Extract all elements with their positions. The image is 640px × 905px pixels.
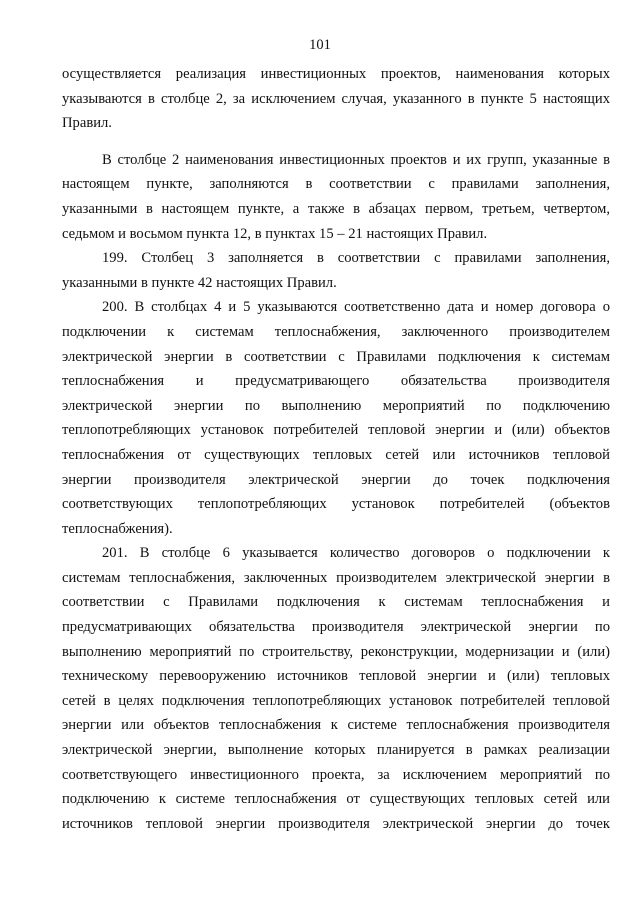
text-line: подключении к системам теплоснабжения, заключенного производителем xyxy=(62,323,610,340)
text-line: 201. В столбце 6 указывается количество договоров о подключении к xyxy=(102,545,610,562)
text-line: седьмом и восьмом пункта 12, в пунктах 15 – 21 настоящих Правил. xyxy=(62,225,488,242)
text-line: осуществляется реализация инвестиционных проектов, наименования которых xyxy=(62,66,610,82)
text-line: Правил. xyxy=(62,115,112,132)
text-line: электрической энергии в соответствии с Правилами подключения к системам xyxy=(62,348,610,365)
text-line: системам теплоснабжения, заключенных производителем электрической энергии в xyxy=(62,569,610,586)
text-line: соответствии с Правилами подключения к системам теплоснабжения и xyxy=(62,594,610,611)
text-line: В столбце 2 наименования инвестиционных проектов и их групп, указанные в xyxy=(102,151,610,168)
text-line: указанными в пункте 42 настоящих Правил. xyxy=(62,274,337,291)
text-line: источников тепловой энергии производителя электрической энергии до точек xyxy=(62,815,610,832)
text-line: теплоснабжения от существующих тепловых сетей или источников тепловой xyxy=(62,446,610,463)
text-line: подключению к системе теплоснабжения от существующих тепловых сетей или xyxy=(62,791,610,808)
text-line: предусматривающих обязательства производителя электрической энергии по xyxy=(62,619,610,636)
text-line: соответствующего инвестиционного проекта, за исключением мероприятий по xyxy=(62,766,610,783)
text-line: указанными в настоящем пункте, а также в абзацах первом, третьем, четвертом, xyxy=(62,200,610,217)
text-line: 199. Столбец 3 заполняется в соответствии с правилами заполнения, xyxy=(102,250,610,267)
text-line: указываются в столбце 2, за исключением случая, указанного в пункте 5 настоящих xyxy=(62,90,610,107)
text-line: выполнению мероприятий по строительству, реконструкции, модернизации и (или) xyxy=(62,643,610,660)
body-text xyxy=(62,62,610,836)
text-line: соответствующих теплопотребляющих установок потребителей (объектов xyxy=(62,496,610,513)
text-line: техническому перевооружению источников тепловой энергии и (или) тепловых xyxy=(62,668,610,685)
page-number: 101 xyxy=(309,37,331,53)
paragraph-gap xyxy=(62,136,610,148)
text-line: электрической энергии, выполнение которых планируется в рамках реализации xyxy=(62,742,610,759)
text-line: настоящем пункте, заполняются в соответствии с правилами заполнения, xyxy=(62,176,610,193)
text-line: энергии или объектов теплоснабжения к системе теплоснабжения производителя xyxy=(62,717,610,734)
text-line: теплопотребляющих установок потребителей тепловой энергии и (или) объектов xyxy=(62,422,610,439)
text-line: энергии производителя электрической энергии до точек подключения xyxy=(62,471,610,488)
text-line: теплоснабжения и предусматривающего обязательства производителя xyxy=(62,373,610,390)
text-line: 200. В столбцах 4 и 5 указываются соответственно дата и номер договора о xyxy=(102,299,610,316)
text-line: сетей в целях подключения теплопотребляющих установок потребителей тепловой xyxy=(62,692,610,709)
text-line: электрической энергии по выполнению мероприятий по подключению xyxy=(62,397,610,414)
text-line: теплоснабжения). xyxy=(62,520,173,537)
